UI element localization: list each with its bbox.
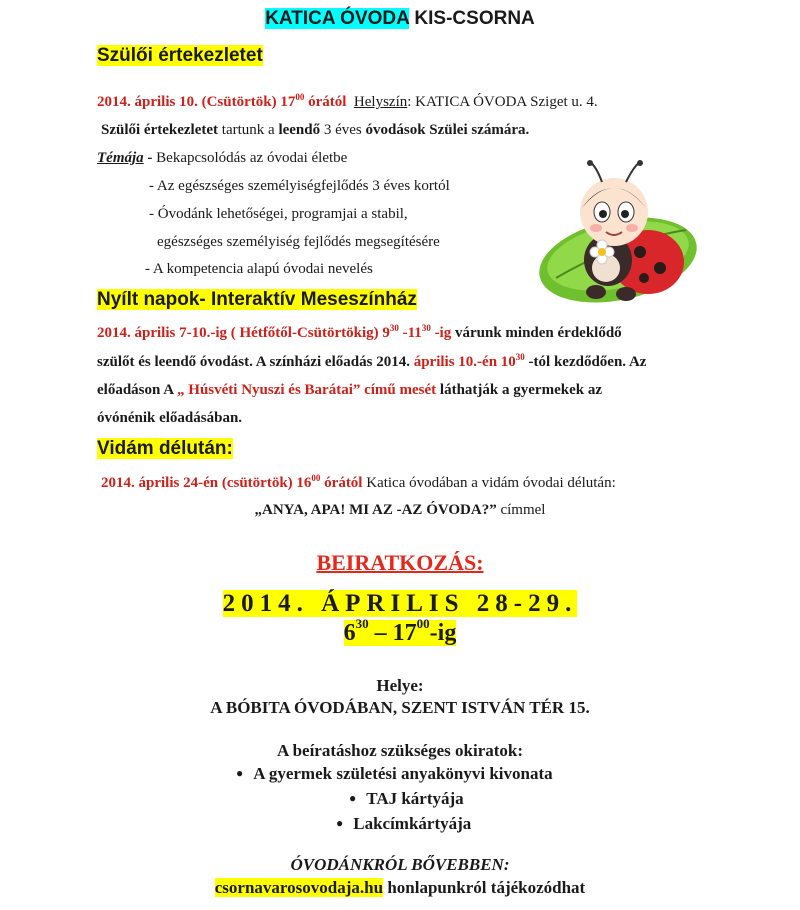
open-days-text-2: szülőt és leendő óvodást. A színházi előadás 2014.	[97, 354, 414, 370]
docs-label: A beíratáshoz szükséges okiratok:	[276, 741, 524, 760]
meeting-date-sup: 00	[295, 92, 305, 102]
more-info-label: ÓVODÁNKRÓL BŐVEBBEN:	[290, 855, 510, 874]
time-end: – 17	[368, 620, 417, 646]
meeting-description-line	[101, 122, 529, 139]
afternoon-date: 2014. április 24-én (csütörtök) 16	[101, 475, 312, 491]
place-value: A BÓBITA ÓVODÁBAN, SZENT ISTVÁN TÉR 15.	[210, 698, 590, 717]
open-days-sup-2: 30	[421, 323, 431, 333]
topic-item: Bekapcsolódás az óvodai életbe	[156, 150, 348, 166]
meeting-desc-a: Szülői értekezletet	[101, 122, 219, 138]
open-days-sup-1: 30	[389, 323, 399, 333]
location-label: Helyszín	[353, 94, 408, 110]
open-days-text-3b: láthatják a gyermekek az	[436, 382, 602, 398]
afternoon-title-suffix: címmel	[496, 502, 546, 518]
section-heading-afternoon	[97, 438, 233, 460]
doc-item-text: A gyermek születési anyakönyvi kivonata	[253, 764, 553, 783]
open-days-date: 2014. április 7-10.-ig ( Hétfőtől-Csütörtökig) 9	[97, 325, 390, 341]
meeting-date: 2014. április 10. (Csütörtök) 17	[97, 94, 296, 110]
meeting-desc-d: 3 éves	[320, 122, 366, 138]
bullet-icon: ●	[236, 766, 244, 780]
time-end-sup: 00	[416, 616, 430, 631]
open-days-mid: -11	[398, 325, 422, 341]
section-heading-open-days	[97, 289, 417, 311]
open-days-text-1: várunk minden érdeklődő	[451, 325, 622, 341]
open-days-show-sup: 30	[515, 352, 525, 362]
website-suffix: honlapunkról tájékozódhat	[383, 878, 586, 897]
enrollment-heading: BEIRATKOZÁS:	[316, 550, 484, 575]
afternoon-sup: 00	[311, 473, 321, 483]
open-days-line-1	[97, 325, 622, 342]
afternoon-date-end: órától	[320, 475, 363, 491]
title-kindergarten-name: KATICA ÓVODA	[265, 8, 410, 29]
website-link[interactable]: csornavarosovodaja.hu	[214, 878, 384, 897]
topic-dash: -	[143, 150, 157, 166]
topic-line-4	[145, 261, 373, 278]
topic-line-1	[149, 178, 450, 195]
enrollment-date-text: 2014. ÁPRILIS 28-29.	[222, 590, 578, 617]
topic-item: - Az egészséges személyiségfejlődés 3 éves kortól	[149, 178, 450, 194]
bullet-icon: ●	[349, 791, 357, 805]
meeting-desc-b: tartunk a	[218, 122, 279, 138]
time-suffix: -ig	[429, 620, 457, 646]
meeting-desc-e: óvodások Szülei számára.	[365, 122, 530, 138]
doc-item	[236, 764, 553, 784]
page-title	[0, 8, 800, 30]
open-days-end: -ig	[430, 325, 452, 341]
ladybug-icon	[536, 160, 706, 310]
open-days-heading-text: Nyílt napok- Interaktív Meseszínház	[97, 289, 417, 310]
enrollment-date	[0, 590, 800, 618]
doc-item	[336, 814, 471, 834]
topic-item: egészséges személyiség fejlődés megsegítésére	[157, 234, 440, 250]
open-days-text-4: óvónénik előadásában.	[97, 410, 243, 426]
doc-item	[349, 789, 464, 809]
open-days-show-date: április 10.-én 10	[413, 354, 516, 370]
website-line	[0, 878, 800, 898]
open-days-play-title: „ Húsvéti Nyuszi és Barátai” című mesét	[177, 382, 437, 398]
time-start: 6	[343, 620, 356, 646]
meeting-date-suffix: órától	[304, 94, 347, 110]
afternoon-line-1	[101, 475, 616, 492]
place-label: Helye:	[376, 676, 424, 695]
afternoon-title: „ANYA, APA! MI AZ -AZ ÓVODA?”	[254, 502, 497, 518]
time-start-sup: 30	[355, 616, 369, 631]
topic-item: - Óvodánk lehetőségei, programjai a stabil,	[149, 206, 408, 222]
topic-line-0	[97, 150, 347, 167]
open-days-line-2	[97, 354, 646, 371]
topic-item: - A kompetencia alapú óvodai nevelés	[145, 261, 373, 277]
meeting-date-line	[97, 94, 598, 111]
doc-item-text: Lakcímkártyája	[353, 814, 472, 833]
open-days-text-2-end: -tól kezdődően. Az	[524, 354, 647, 370]
title-location: KIS-CSORNA	[409, 8, 535, 29]
bullet-icon: ●	[336, 816, 344, 830]
open-days-line-4	[97, 410, 242, 427]
enrollment-time	[0, 616, 800, 647]
afternoon-text: Katica óvodában a vidám óvodai délután:	[362, 475, 616, 491]
section-heading-meeting	[97, 45, 263, 67]
doc-item-text: TAJ kártyája	[366, 789, 464, 808]
topic-label: Témája	[97, 150, 144, 166]
meeting-heading-text: Szülői értekezletet	[97, 45, 263, 66]
location-value: : KATICA ÓVODA Sziget u. 4.	[407, 94, 598, 110]
afternoon-heading-text: Vidám délután:	[97, 438, 233, 459]
meeting-desc-c: leendő	[278, 122, 321, 138]
open-days-text-3a: előadáson A	[97, 382, 178, 398]
topic-line-2	[149, 206, 408, 223]
open-days-line-3	[97, 382, 602, 399]
afternoon-line-2	[0, 502, 800, 519]
topic-line-3	[157, 234, 440, 251]
